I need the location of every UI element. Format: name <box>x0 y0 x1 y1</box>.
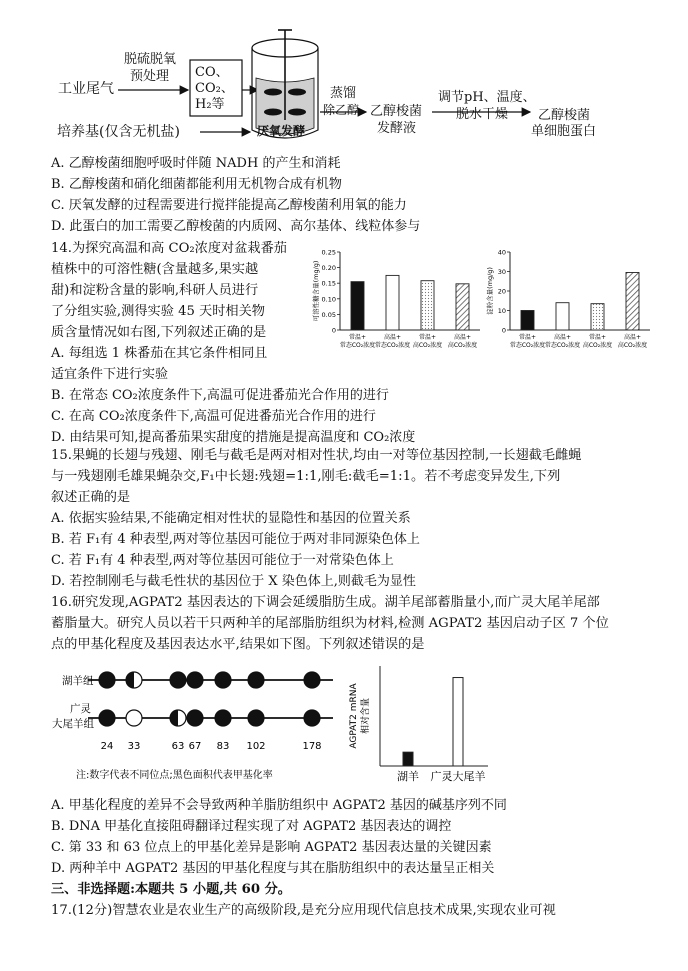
q16-option-a: A. 甲基化程度的差异不会导致两种羊脂肪组织中 AGPAT2 基因的碱基序列不同 <box>51 798 507 813</box>
gas-box-line-1: CO、 <box>195 65 229 80</box>
category-label-top: 高温+ <box>383 334 402 341</box>
site-circle <box>304 710 320 726</box>
y-tick-label: 0.15 <box>321 279 336 288</box>
section-heading: 三、非选择题:本题共 5 小题,共 60 分。 <box>51 882 291 897</box>
q15-stem-2: 与一残翅刚毛雄果蝇杂交,F₁中长翅:残翅=1:1,刚毛:截毛=1:1。若不考虑变异发生,下列 <box>51 469 561 484</box>
bar <box>521 311 534 331</box>
methylation-site <box>248 710 264 726</box>
methylation-site <box>170 710 186 726</box>
product-label-1: 乙醇梭菌 <box>538 108 591 123</box>
pretreat-label-1: 脱硫脱氧 <box>124 52 177 67</box>
site-number: 24 <box>100 741 114 752</box>
distill-label-1: 蒸馏 <box>330 86 357 101</box>
agpat2-mrna-chart <box>346 660 496 790</box>
q14-option-d: D. 由结果可知,提高番茄果实甜度的措施是提高温度和 CO₂浓度 <box>51 430 416 445</box>
category-label-top: 高温+ <box>623 334 642 341</box>
category-label-top: 常温+ <box>418 334 437 341</box>
row-label-gl-2: 大尾羊组 <box>52 718 94 730</box>
site-circle <box>99 672 115 688</box>
methylation-site <box>126 710 142 726</box>
q14-option-a: A. 每组选 1 株番茄在其它条件相同且 <box>51 346 268 361</box>
q14-option-a-cont: 适宜条件下进行实验 <box>51 367 169 382</box>
q13-option-a: A. 乙醇梭菌细胞呼吸时伴随 NADH 的产生和消耗 <box>51 156 341 171</box>
industrial-gas-label: 工业尾气 <box>58 81 114 97</box>
methylation-site <box>187 710 203 726</box>
category-label-bottom: 常态CO₂浓度 <box>509 342 546 349</box>
adjust-label-1: 调节pH、温度、 <box>438 90 536 105</box>
category-label-top: 高温+ <box>453 334 472 341</box>
methylation-site <box>248 672 264 688</box>
q16-option-d: D. 两种羊中 AGPAT2 基因的甲基化程度与其在脂肪组织中的表达量呈正相关 <box>51 861 495 876</box>
q16-stem-1: 16.研究发现,AGPAT2 基因表达的下调会延缓脂肪生成。湖羊尾部蓄脂量小,而广灵大尾羊尾部 <box>51 595 600 610</box>
sugar-content-chart <box>310 240 486 362</box>
y-axis-label: 可溶性糖含量(mg/g) <box>312 260 320 322</box>
methylation-site <box>304 710 320 726</box>
gas-box-line-2: CO₂、 <box>195 81 234 96</box>
category-label-top: 常温+ <box>588 334 607 341</box>
bar <box>421 281 434 330</box>
category-label-bottom: 常态CO₂浓度 <box>544 342 581 349</box>
y-tick-label: 10 <box>497 307 506 315</box>
y-tick-label: 40 <box>497 248 506 257</box>
q14-stem-5: 质含量情况如右图,下列叙述正确的是 <box>51 325 267 340</box>
site-circle <box>215 672 231 688</box>
category-label-top: 常温+ <box>348 334 367 341</box>
methylation-site <box>187 672 203 688</box>
site-number: 63 <box>171 741 185 752</box>
row-label-gl-1: 广灵 <box>70 703 91 715</box>
site-circle <box>126 710 142 726</box>
q14-option-c: C. 在高 CO₂浓度条件下,高温可促进番茄光合作用的进行 <box>51 409 376 424</box>
y-axis-label: 淀粉含量(mg/g) <box>486 267 494 315</box>
site-partial-fill <box>126 672 134 688</box>
y-tick-label: 0.20 <box>321 264 336 273</box>
methylation-site <box>99 672 115 688</box>
methylation-site <box>215 672 231 688</box>
methylation-diagram <box>48 660 348 790</box>
category-label: 广灵大尾羊 <box>430 770 486 783</box>
q14-stem-1: 14.为探究高温和高 CO₂浓度对盆栽番茄 <box>51 241 287 256</box>
category-label-bottom: 常态CO₂浓度 <box>374 342 411 349</box>
pretreat-label-2: 预处理 <box>130 69 170 84</box>
q16-option-b: B. DNA 甲基化直接阻碍翻译过程实现了对 AGPAT2 基因表达的调控 <box>51 819 452 834</box>
liquid-label-1: 乙醇梭菌 <box>370 104 423 119</box>
site-circle <box>187 672 203 688</box>
site-circle <box>304 672 320 688</box>
methylation-site <box>215 710 231 726</box>
site-circle <box>99 710 115 726</box>
q14-option-b: B. 在常态 CO₂浓度条件下,高温可促进番茄光合作用的进行 <box>51 388 389 403</box>
q16-option-c: C. 第 33 和 63 位点上的甲基化差异是影响 AGPAT2 基因表达量的关键因素 <box>51 840 492 855</box>
bar <box>456 284 469 330</box>
q16-stem-3: 点的甲基化程度及基因表达水平,结果如下图。下列叙述错误的是 <box>51 637 425 652</box>
site-circle <box>248 672 264 688</box>
liquid-label-2: 发酵液 <box>377 121 417 136</box>
site-partial-fill <box>170 710 178 726</box>
site-circle <box>248 710 264 726</box>
y-axis-label-2: 相对含量 <box>361 697 371 735</box>
y-tick-label: 0.25 <box>321 248 336 257</box>
methylation-site <box>99 710 115 726</box>
category-label-bottom: 常态CO₂浓度 <box>339 342 376 349</box>
bar <box>453 678 463 766</box>
methylation-site <box>170 672 186 688</box>
q13-option-c: C. 厌氧发酵的过程需要进行搅拌能提高乙醇梭菌利用氧的能力 <box>51 198 407 213</box>
site-number: 102 <box>246 741 266 752</box>
bar <box>626 272 639 330</box>
bar <box>591 304 604 330</box>
site-number: 83 <box>216 741 230 752</box>
methylation-note: 注:数字代表不同位点;黑色面积代表甲基化率 <box>76 770 273 781</box>
category-label-top: 常温+ <box>518 334 537 341</box>
category-label-top: 高温+ <box>553 334 572 341</box>
q14-stem-3: 甜)和淀粉含量的影响,科研人员进行 <box>51 283 259 298</box>
q15-option-c: C. 若 F₁有 4 种表型,两对等位基因可能位于一对常染色体上 <box>51 553 394 568</box>
q15-option-b: B. 若 F₁有 4 种表型,两对等位基因可能位于两对非同源染色体上 <box>51 532 420 547</box>
q15-option-d: D. 若控制刚毛与截毛性状的基因位于 X 染色体上,则截毛为显性 <box>51 574 416 589</box>
site-circle <box>170 672 186 688</box>
category-label-bottom: 高CO₂浓度 <box>582 342 613 349</box>
methylation-site <box>304 672 320 688</box>
fermenter-tank <box>252 30 318 138</box>
row-label-hu: 湖羊组 <box>62 675 94 687</box>
category-label-bottom: 高CO₂浓度 <box>617 342 648 349</box>
bar <box>556 303 569 330</box>
product-label-2: 单细胞蛋白 <box>531 124 597 139</box>
y-axis-label: AGPAT2 mRNA <box>349 683 359 749</box>
y-tick-label: 0.05 <box>321 310 336 319</box>
site-number: 178 <box>302 741 322 752</box>
q14-stem-4: 了分组实验,测得实验 45 天时相关物 <box>51 304 265 319</box>
bar <box>403 752 413 766</box>
methylation-site <box>126 672 142 688</box>
q13-option-b: B. 乙醇梭菌和硝化细菌都能利用无机物合成有机物 <box>51 177 342 192</box>
category-label: 湖羊 <box>397 770 419 783</box>
q17-stem-1: 17.(12分)智慧农业是农业生产的高级阶段,是充分应用现代信息技术成果,实现农业可视 <box>51 903 556 918</box>
fermenter-label: 厌氧发酵 <box>257 124 306 138</box>
bar <box>386 275 399 330</box>
y-tick-label: 0 <box>331 326 336 335</box>
y-tick-label: 0 <box>501 326 506 335</box>
starch-content-chart <box>484 240 654 362</box>
medium-label: 培养基(仅含无机盐) <box>57 124 180 140</box>
bar <box>351 282 364 330</box>
site-number: 33 <box>127 741 141 752</box>
category-label-bottom: 高CO₂浓度 <box>447 342 478 349</box>
distill-label-2: 除乙醇 <box>323 103 360 117</box>
y-tick-label: 20 <box>497 287 506 296</box>
y-tick-label: 30 <box>497 268 506 276</box>
site-circle <box>187 710 203 726</box>
q13-option-d: D. 此蛋白的加工需要乙醇梭菌的内质网、高尔基体、线粒体参与 <box>51 219 421 234</box>
site-circle <box>215 710 231 726</box>
q15-stem-3: 叙述正确的是 <box>51 490 131 505</box>
site-number: 67 <box>188 741 202 752</box>
q14-stem-2: 植株中的可溶性糖(含量越多,果实越 <box>51 262 259 277</box>
category-label-bottom: 高CO₂浓度 <box>412 342 443 349</box>
q15-option-a: A. 依据实验结果,不能确定相对性状的显隐性和基因的位置关系 <box>51 511 411 526</box>
q16-stem-2: 蓄脂量大。研究人员以若干只两种羊的尾部脂肪组织为材料,检测 AGPAT2 基因启动子区 7 个位 <box>51 616 609 631</box>
gas-box-line-3: H₂等 <box>195 97 225 112</box>
adjust-label-2: 脱水干燥 <box>456 107 509 122</box>
y-tick-label: 0.10 <box>321 295 336 304</box>
q15-stem-1: 15.果蝇的长翅与残翅、刚毛与截毛是两对相对性状,均由一对等位基因控制,一长翅截毛雌蝇 <box>51 448 582 463</box>
